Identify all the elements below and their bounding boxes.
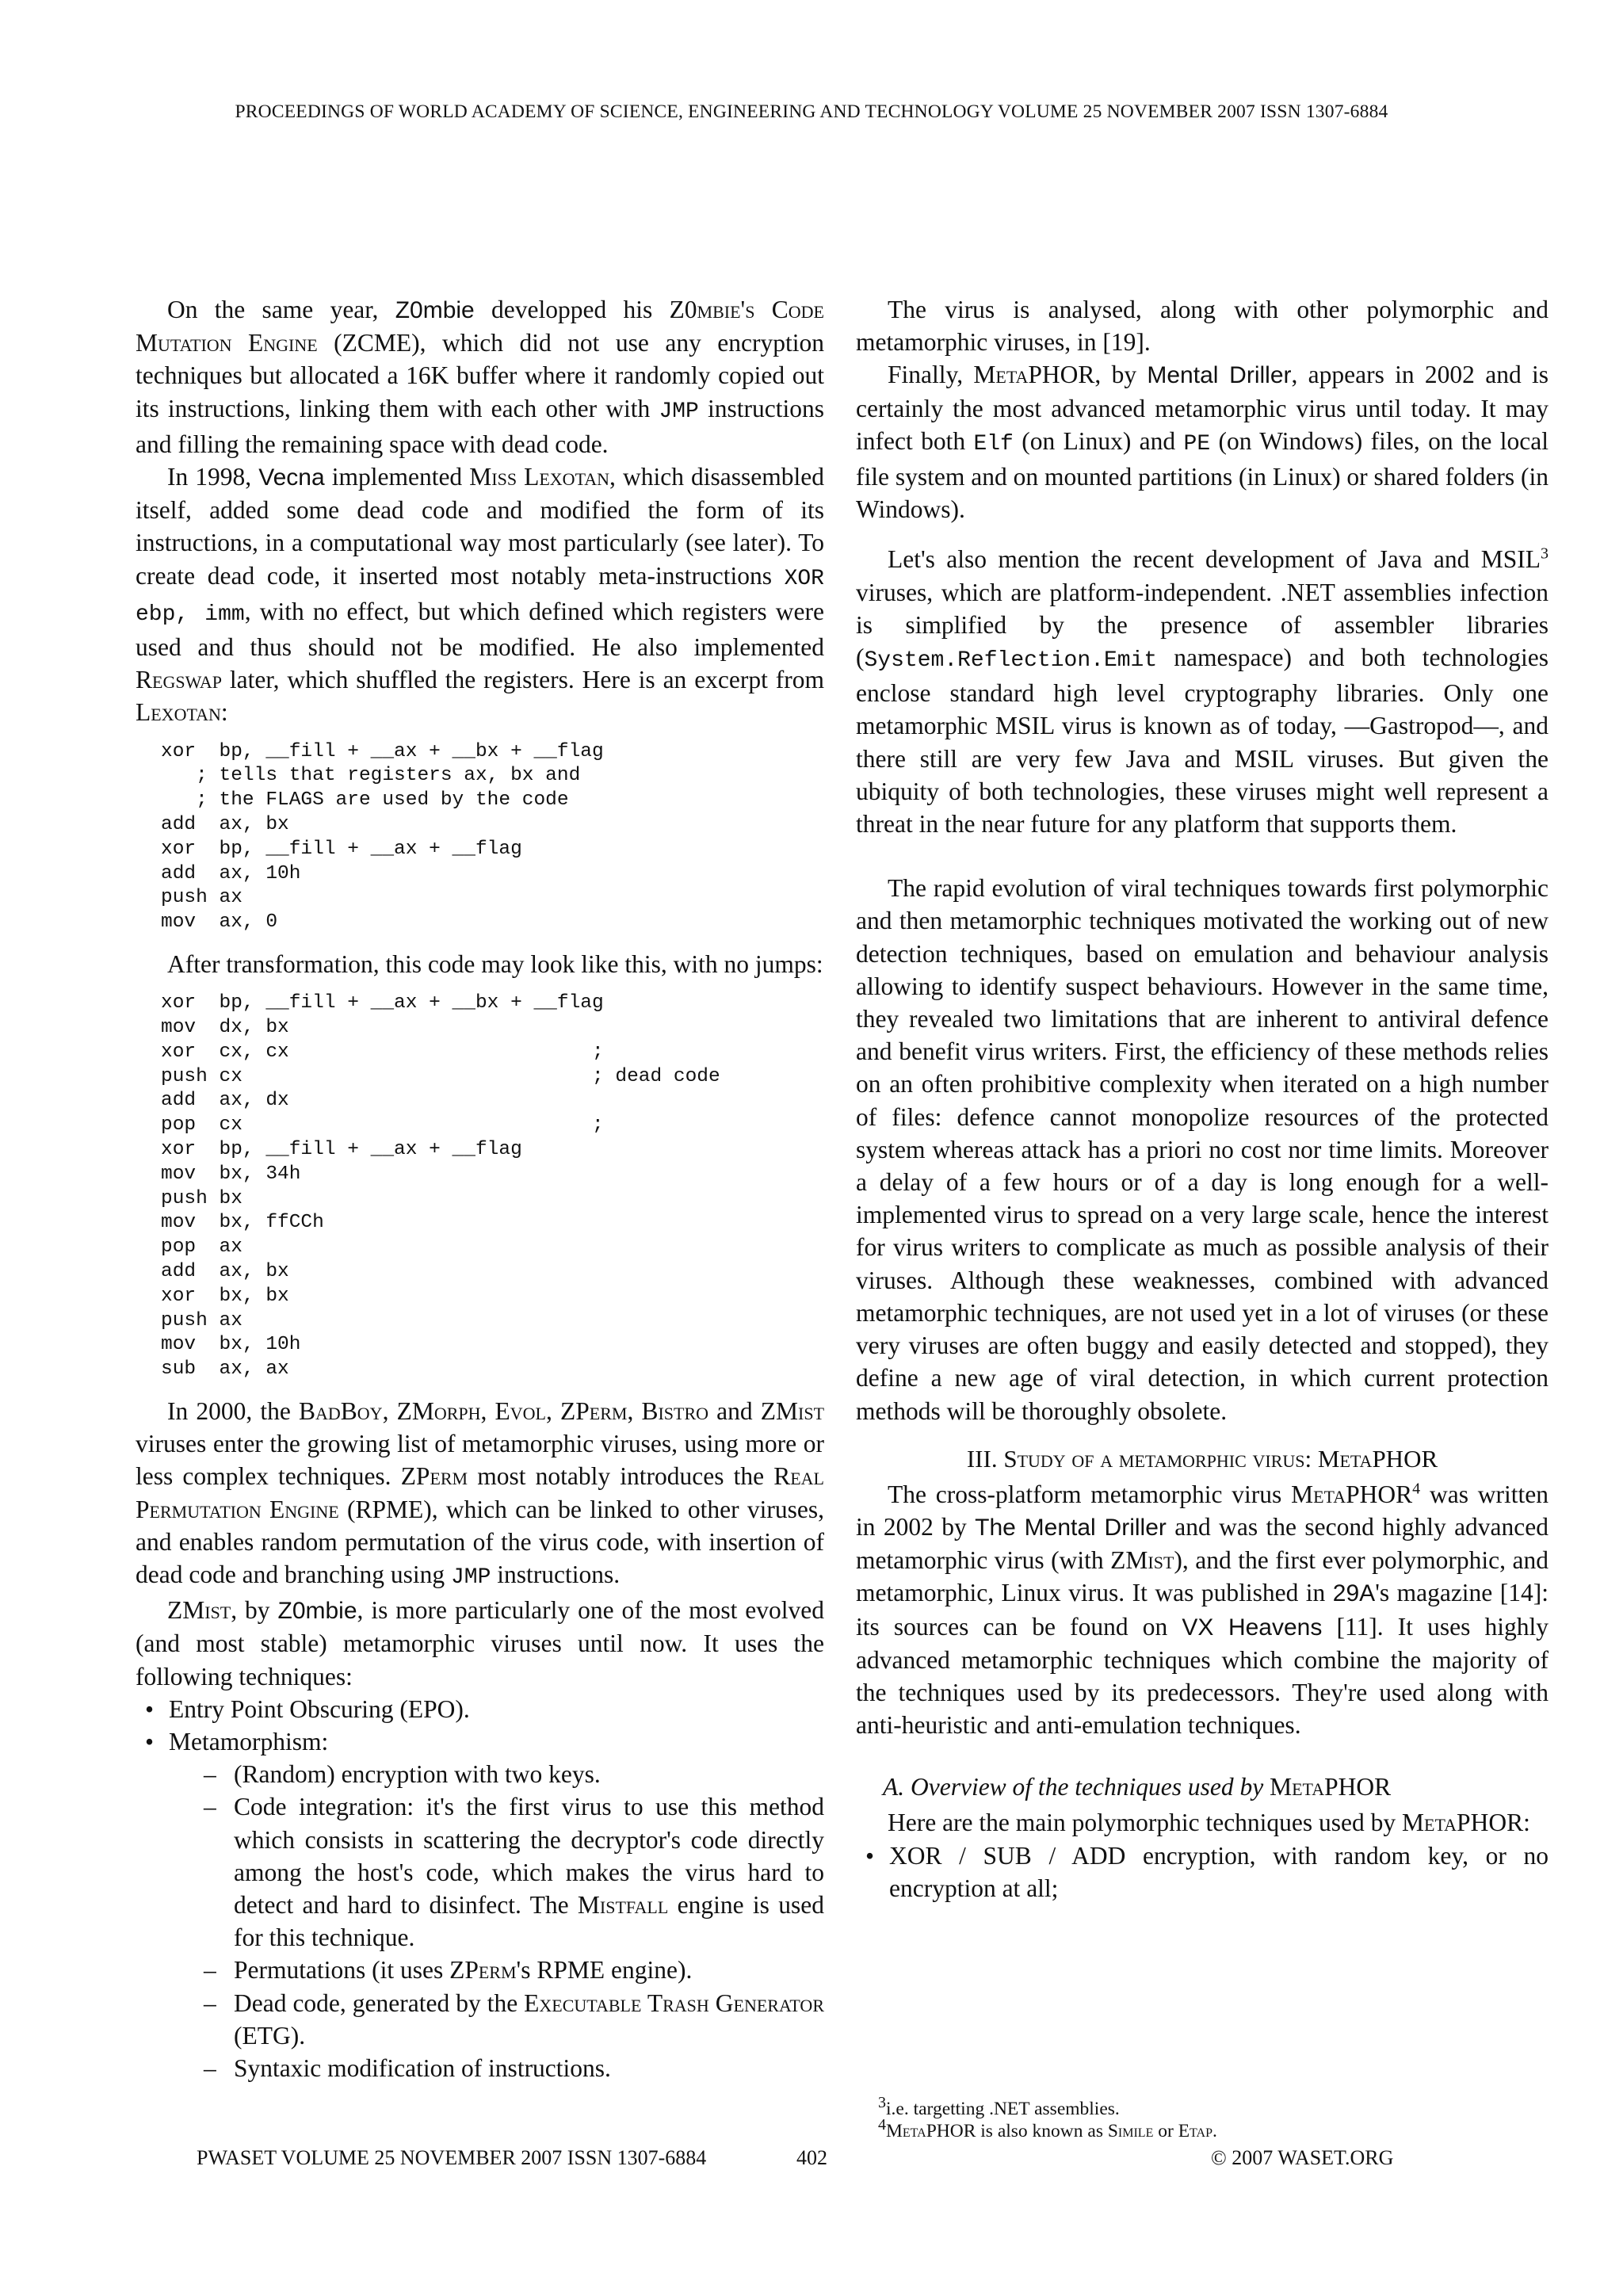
paragraph-zmist: ZMist, by Z0mbie, is more particularly one of the most evolved (and most stable) metamorphic viruses until now. It uses the following techniques:	[136, 1596, 825, 1690]
list-item: • Metamorphism: – (Random) encryption with two keys. – Code integration: it's the first virus to use this method which consists in scattering the decryptor's code directly among the host's code, which makes the virus hard to detect and hard to disinfect. The Mistfall engine is used for this technique. – Permutations (it uses ZPerm's RPME engine). – Dead code, generated by the Executable Trash Generator (ETG). – Syntaxic modification of instructions.	[136, 1725, 824, 2084]
list-item: – Code integration: it's the first virus to use this method which consists in scattering the decryptor's code directly among the host's code, which makes the virus hard to detect and hard to disinfect. The Mistfall engine is used for this technique.	[200, 1790, 824, 1954]
left-column	[136, 293, 824, 2084]
list-item: – Permutations (it uses ZPerm's RPME engine).	[200, 1954, 824, 1986]
list-item: – Dead code, generated by the Executable Trash Generator (ETG).	[200, 1987, 824, 2052]
list-item: – Syntaxic modification of instructions.	[200, 2052, 824, 2084]
footer-copyright: © 2007 WASET.ORG	[1211, 2146, 1394, 2169]
subsection-heading: A. Overview of the techniques used by MetaPHOR	[883, 1773, 1392, 1801]
running-head: PROCEEDINGS OF WORLD ACADEMY OF SCIENCE, ENGINEERING AND TECHNOLOGY VOLUME 25 NOVEMBER 2007 ISSN 1307-6884	[235, 101, 1388, 122]
paragraph-zcme: On the same year, Z0mbie developped his Z0mbie's Code Mutation Engine (ZCME), which did not use any encryption techniques but allocated a 16K buffer where it randomly copied out its instructions, linking them with each other with JMP instructions and filling the remaining space with dead code.	[136, 296, 824, 458]
page-number: 402	[796, 2146, 827, 2169]
list-item: • XOR / SUB / ADD encryption, with random key, or no encryption at all;	[856, 1839, 1549, 1904]
list-item: – (Random) encryption with two keys.	[200, 1758, 824, 1790]
code-listing-transformed: xor bp, __fill + __ax + __bx + __flag mov dx, bx xor cx, cx ; push cx ; dead code add ax, dx pop cx ; xor bp, __fill + __ax + __flag mov bx, 34h push bx mov bx, ffCCh pop ax add ax, bx xor bx, bx push ax mov bx, 10h sub ax, ax	[161, 992, 720, 1381]
paragraph-metaphor-intro: Finally, MetaPHOR, by Mental Driller, appears in 2002 and is certainly the most advanced metamorphic virus until today. It may infect both Elf (on Linux) and PE (on Windows) files, on the local file system and on mounted partitions (in Linux) or shared folders (in Windows).	[856, 361, 1549, 524]
footnotes	[878, 2094, 1544, 2142]
section-heading: III. Study of a metamorphic virus: MetaPHOR	[966, 1444, 1438, 1473]
paragraph-viral-evolution: The rapid evolution of viral techniques towards first polymorphic and then metamorphic techniques motivated the working out of new detection techniques, based on emulation and behaviour analysis allowing to identify suspect behaviours. However in the same time, they revealed two limitations that are inherent to antiviral defence and benefit virus writers. First, the efficiency of these methods relies on an often prohibitive complexity when iterated on a high number of files: defence cannot monopolize resources of the protected system whereas attack has a priori no cost nor time limits. Moreover a delay of a few hours or of a day is long enough for a well-implemented virus to spread on a very large scale, hence the interest for virus writers to complicate as much as possible analysis of their viruses. Although these weaknesses, combined with advanced metamorphic techniques, are not used yet in a lot of viruses (or these very viruses are often buggy and easily detected and stopped), they define a new age of viral detection, in which current protection methods will be thoroughly obsolete.	[856, 874, 1549, 1425]
paragraph-2000-viruses: In 2000, the BadBoy, ZMorph, Evol, ZPerm, Bistro and ZMist viruses enter the growing list of metamorphic viruses, using more or less complex techniques. ZPerm most notably introduces the Real Permutation Engine (RPME), which can be linked to other viruses, and enables random permutation of the virus code, with insertion of dead code and branching using JMP instructions.	[136, 1396, 825, 1590]
code-listing-lexotan: xor bp, __fill + __ax + __bx + __flag ; tells that registers ax, bx and ; the FLAGS are used by the code add ax, bx xor bp, __fill + __ax + __flag add ax, 10h push ax mov ax, 0	[161, 740, 604, 934]
footnote-4: $^4$MetaPHOR is also known as Simile or Etap.	[878, 2116, 1217, 2141]
paragraph-lexotan: In 1998, Vecna implemented Miss Lexotan, which disassembled itself, added some dead code and modified the form of its instructions, in a computational way most particularly (see later). To create dead code, it inserted most notably meta-instructions XOR ebp, imm, with no effect, but which defined which registers were used and thus should not be modified. He also implemented Regswap later, which shuffled the registers. Here is an excerpt from Lexotan:	[136, 463, 824, 727]
footer-journal: PWASET VOLUME 25 NOVEMBER 2007 ISSN 1307-6884	[197, 2146, 707, 2169]
paragraph-metaphor-study: The cross-platform metamorphic virus MetaPHOR$^4$ was written in 2002 by The Mental Driller and was the second highly advanced metamorphic virus (with ZMist), and the first ever polymorphic, and metamorphic, Linux virus. It was published in 29A's magazine [14]: its sources can be found on VX Heavens [11]. It uses highly advanced metamorphic techniques which combine the majority of the techniques used by its predecessors. They're used along with anti-heuristic and anti-emulation techniques.	[856, 1480, 1549, 1740]
footnote-3: $^3$i.e. targetting .NET assemblies.	[878, 2094, 1120, 2119]
paragraph-java-msil: Let's also mention the recent development of Java and MSIL$^3$ viruses, which are platform-independent. .NET assemblies infection is simplified by the presence of assembler libraries (System.Reflection.Emit namespace) and both technologies enclose standard high level cryptography libraries. Only one metamorphic MSIL virus is known as of today, —Gastropod—, and there still are very few Java and MSIL viruses. But given the ubiquity of both technologies, these viruses might well represent a threat in the near future for any platform that supports them.	[856, 544, 1549, 839]
paragraph-analysis: The virus is analysed, along with other polymorphic and metamorphic viruses, in [19].	[856, 296, 1549, 357]
right-column	[856, 293, 1549, 1904]
paragraph-after-transformation: After transformation, this code may look like this, with no jumps:	[167, 950, 823, 979]
list-item: • Entry Point Obscuring (EPO).	[136, 1693, 824, 1725]
paragraph-techniques-intro: Here are the main polymorphic techniques used by MetaPHOR:	[888, 1809, 1530, 1837]
metamorphism-sublist	[169, 1758, 824, 2084]
technique-list	[136, 1693, 824, 2084]
polymorphic-technique-list	[856, 1839, 1549, 1904]
